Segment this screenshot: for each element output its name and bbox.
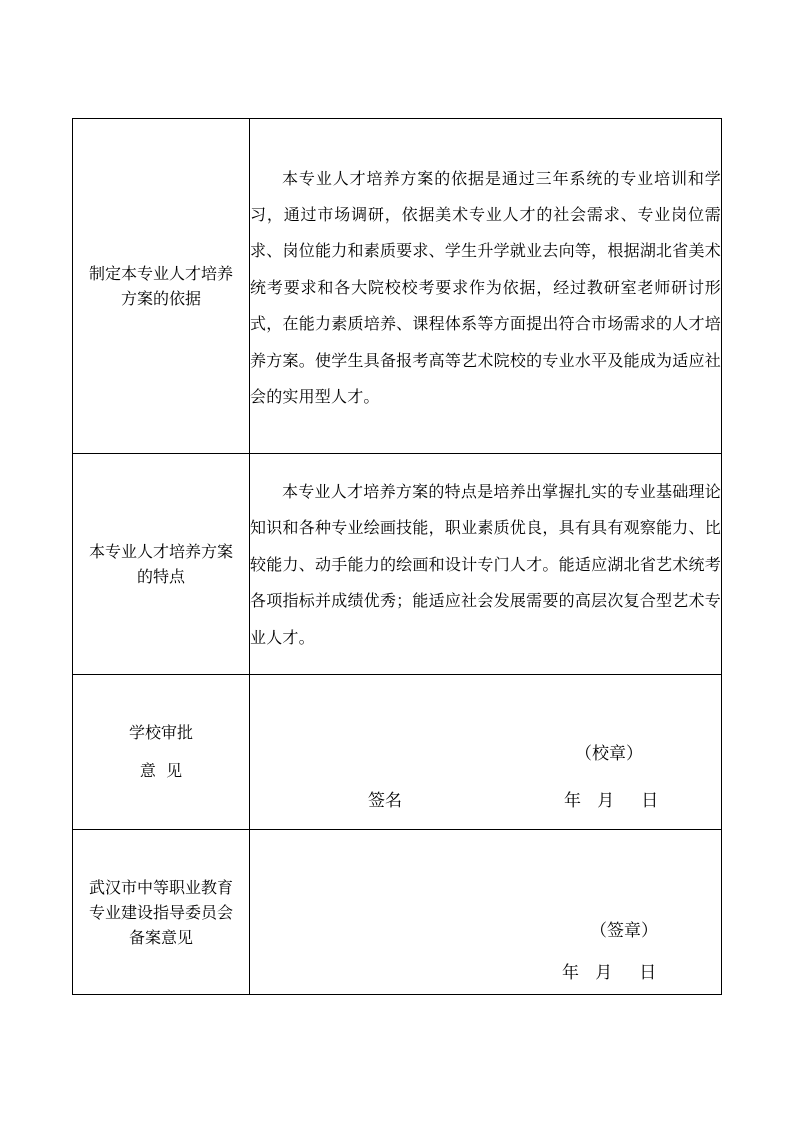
features-label-cell	[73, 454, 250, 675]
school-approval-opinion-cell[interactable]	[250, 675, 722, 830]
school-seal-label: （校章）	[575, 744, 643, 764]
features-content-cell	[250, 454, 722, 675]
committee-seal-label: （签章）	[590, 921, 658, 941]
plan-form-table	[72, 118, 722, 995]
features-label: 本专业人才培养方案的特点	[89, 542, 234, 586]
basis-text: 本专业人才培养方案的依据是通过三年系统的专业培训和学习，通过市场调研，依据美术专业人才的社会需求、专业岗位需求、岗位能力和素质要求、学生升学就业去向等，根据湖北省美术统考要求和各大院校校考要求作为依据，经过教研室老师研讨形式，在能力素质培养、课程体系等方面提出符合市场需求的人才培养方案。使学生具备报考高等艺术院校的专业水平及能成为适应社会的实用型人才。	[250, 168, 721, 407]
school-approval-date: 年 月 日	[564, 791, 659, 811]
school-approval-label-line2: 意 见	[139, 761, 183, 780]
committee-record-row	[73, 830, 722, 995]
basis-content-cell	[250, 119, 722, 454]
signature-label: 签名	[368, 791, 402, 811]
basis-row	[73, 119, 722, 454]
committee-label-cell	[73, 830, 250, 995]
basis-label-cell	[73, 119, 250, 454]
basis-label: 制定本专业人才培养方案的依据	[89, 264, 234, 308]
features-row	[73, 454, 722, 675]
school-approval-label-cell	[73, 675, 250, 830]
committee-opinion-cell[interactable]	[250, 830, 722, 995]
features-text: 本专业人才培养方案的特点是培养出掌握扎实的专业基础理论知识和各种专业绘画技能，职业素质优良，具有具有观察能力、比较能力、动手能力的绘画和设计专门人才。能适应湖北省艺术统考各项指标并成绩优秀；能适应社会发展需要的高层次复合型艺术专业人才。	[250, 481, 721, 647]
committee-label: 武汉市中等职业教育专业建设指导委员会备案意见	[89, 877, 234, 947]
committee-record-date: 年 月 日	[562, 963, 657, 983]
school-approval-row	[73, 675, 722, 830]
school-approval-label-line1: 学校审批	[128, 723, 193, 742]
